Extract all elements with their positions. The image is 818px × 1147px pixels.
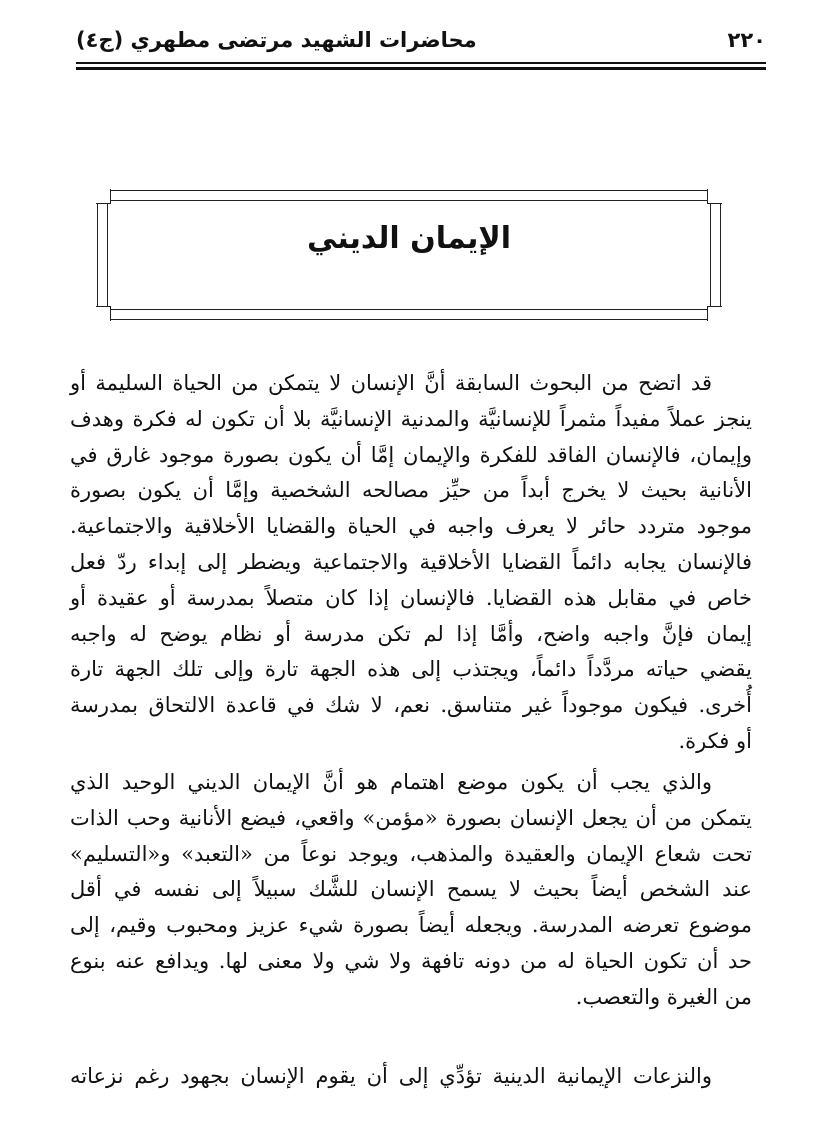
text-line: تحت شعاع الإيمان والعقيدة والمذهب، ويوجد نوعاً من «التعبد» و«التسليم»	[70, 841, 752, 866]
text-line: ينجز عملاً مفيداً مثمراً للإنسانيَّة والمدنية الإنسانيَّة بلا أن تكون له فكرة وهدف	[70, 406, 752, 431]
text-line: وإيمان، فالإنسان الفاقد للفكرة والإيمان إمَّا أن يكون بصورة موجود غارق في	[70, 442, 752, 467]
text-line: أو فكرة.	[678, 728, 752, 753]
text-line: موضوع تعرضه المدرسة. ويجعله أيضاً بصورة شيء عزيز ومحبوب وقيم، إلى	[70, 913, 752, 938]
frame-corner	[96, 306, 111, 321]
text-line: إيمان فإنَّ واجبه واضح، وأمَّا إذا لم تكن مدرسة أو نظام يوضح له واجبه	[70, 621, 752, 646]
frame-corner	[707, 306, 722, 321]
header-rule-thick	[76, 67, 766, 70]
text-line: موجود متردد حائر لا يعرف واجبه في الحياة والقضايا الأخلاقية والاجتماعية.	[70, 514, 752, 539]
text-line: حد أن تكون الحياة له من دونه تافهة ولا شي ولا معنى لها. ويدافع عنه بنوع	[70, 948, 752, 973]
text-line: والنزعات الإيمانية الدينية تؤدِّي إلى أن يقوم الإنسان بجهود رغم نزعاته	[70, 1064, 712, 1088]
text-line: خاص في مقابل هذه القضايا. فالإنسان إذا كان متصلاً بمدرسة أو عقيدة أو	[70, 585, 752, 610]
running-header-title: محاضرات الشهيد مرتضى مطهري (ج٤)	[76, 28, 477, 52]
text-line: فالإنسان يجابه دائماً القضايا الأخلاقية والاجتماعية ويضطر إلى إبداء ردّ فعل	[70, 549, 752, 574]
paragraph	[70, 366, 752, 760]
paragraph	[70, 1059, 752, 1095]
text-line: يقضي حياته مردَّداً دائماً، ويجتذب إلى هذه الجهة تارة وإلى تلك الجهة تارة	[70, 657, 752, 682]
text-line: والذي يجب أن يكون موضع اهتمام هو أنَّ الإيمان الديني الوحيد الذي	[70, 770, 712, 794]
text-line: قد اتضح من البحوث السابقة أنَّ الإنسان لا يتمكن من الحياة السليمة أو	[70, 371, 712, 395]
text-line: أُخرى. فيكون موجوداً غير متناسق. نعم، لا شك في قاعدة الالتحاق بمدرسة	[70, 693, 752, 718]
page-number: ٢٢٠	[727, 28, 766, 52]
text-line: الأنانية بحيث لا يخرج أبداً من حيِّز مصالحه الشخصية وإمَّا أن يكون بصورة	[70, 478, 752, 503]
frame-corner	[96, 189, 111, 204]
chapter-title: الإيمان الديني	[306, 221, 512, 256]
text-line: عند الشخص أيضاً بحيث لا يسمح الإنسان للشَّك سبيلاً إلى نفسه في أقل	[70, 877, 752, 902]
header-rule	[76, 62, 766, 64]
chapter-title-frame	[97, 190, 721, 320]
paragraph	[70, 765, 752, 1016]
text-line: من الغيرة والتعصب.	[575, 984, 752, 1009]
frame-corner	[707, 189, 722, 204]
text-line: يتمكن من أن يجعل الإنسان بصورة «مؤمن» واقعي، فيضع الأنانية وحب الذات	[70, 805, 752, 830]
